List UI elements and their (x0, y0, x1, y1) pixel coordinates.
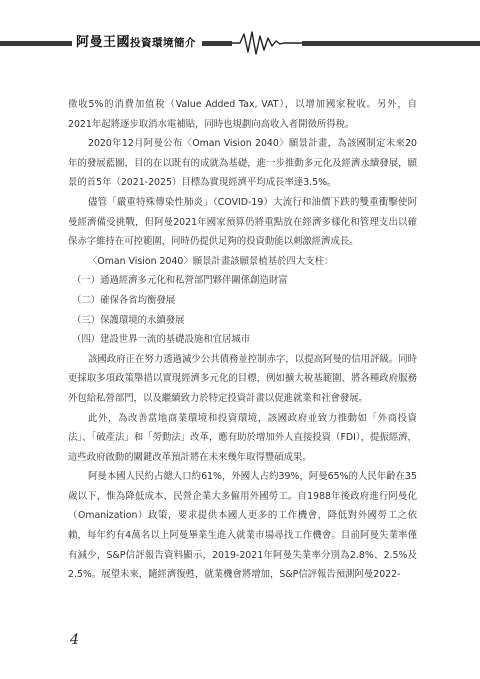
paragraph-vat: 徵收5%的消費加值稅（Value Added Tax, VAT），以增加國家稅收。另外，自2021年起將逐步取消水電補貼，同時也規劃向高收入者開徵所得稅。 (68, 99, 417, 130)
body-text (68, 95, 417, 585)
paragraph-covid: 儘管「嚴重特殊傳染性肺炎」（COVID-19）大流行和油價下跌的雙重衝擊使阿曼經濟備受挑戰，但阿曼2021年國家預算仍將重點放在經濟多樣化和管理支出以確保赤字維持在可控範圍，同時仍提供足夠的投資動能以刺激經濟成長。 (68, 196, 417, 248)
header-title-main: 阿曼王國 (76, 35, 131, 50)
paragraph-reforms: 此外，為改善當地商業環境和投資環境，該國政府並致力推動如「外商投資法」、「破產法」和「勞動法」改革，應有助於增加外人直接投資（FDI），提振經濟，這些政府啟動的關鍵改革預計將在未來幾年取得豐碩成果。 (68, 412, 417, 463)
paragraph-population: 阿曼本國人民約占總人口約61%，外國人占約39%，阿曼65%的人民年齡在35歲以下，惟為降低成本，民營企業大多僱用外國勞工。自1988年後政府進行阿曼化（Omanization）政策，要求提供本國人更多的工作機會，降低對外國勞工之依賴，每年約有4萬名以上阿曼畢業生進入就業市場尋找工作機會。目前阿曼失業率僅有減少，S&P信評報告資料顯示，2019-2021年阿曼失業率分別為2.8%、2.5%及2.5%。展望未來，隨經濟復甦，就業機會將增加，S&P信評報告預測阿曼2022- (68, 471, 417, 581)
paragraph-pillars-intro: 〈Oman Vision 2040〉願景計畫該願景植基於四大支柱： (88, 255, 334, 267)
paragraph-credit-rating: 該國政府正在努力透過減少公共債務並控制赤字，以提高阿曼的信用評級。同時更採取多項政策舉措以實現經濟多元化的目標，例如擴大稅基範圍、將各種政府服務外包給私營部門，以及繼續致力於特定投資計畫以促進就業和社會發展。 (68, 353, 417, 404)
list-item: （一）通過經濟多元化和私營部門夥伴關係創造財富 (72, 275, 288, 287)
list-item: （三）保護環境的永續發展 (72, 314, 185, 326)
header-title (72, 34, 202, 52)
page-number: 4 (70, 632, 79, 648)
list-item: （二）確保各省均衡發展 (72, 294, 176, 306)
heartbeat-wave-icon (232, 28, 302, 58)
list-item: （四）建設世界一流的基礎設施和宜居城市 (72, 334, 251, 346)
header-title-sub: 投資環境簡介 (130, 37, 197, 49)
page-header (0, 0, 480, 70)
paragraph-vision-2040: 2020年12月阿曼公布〈Oman Vision 2040〉願景計畫，為該國制定未來20年的發展藍圖，目的在以既有的成就為基礎，進一步推動多元化及經濟永續發展，願景的首5年（2021-2025）目標為實現經濟平均成長率達3.5%。 (68, 138, 417, 189)
